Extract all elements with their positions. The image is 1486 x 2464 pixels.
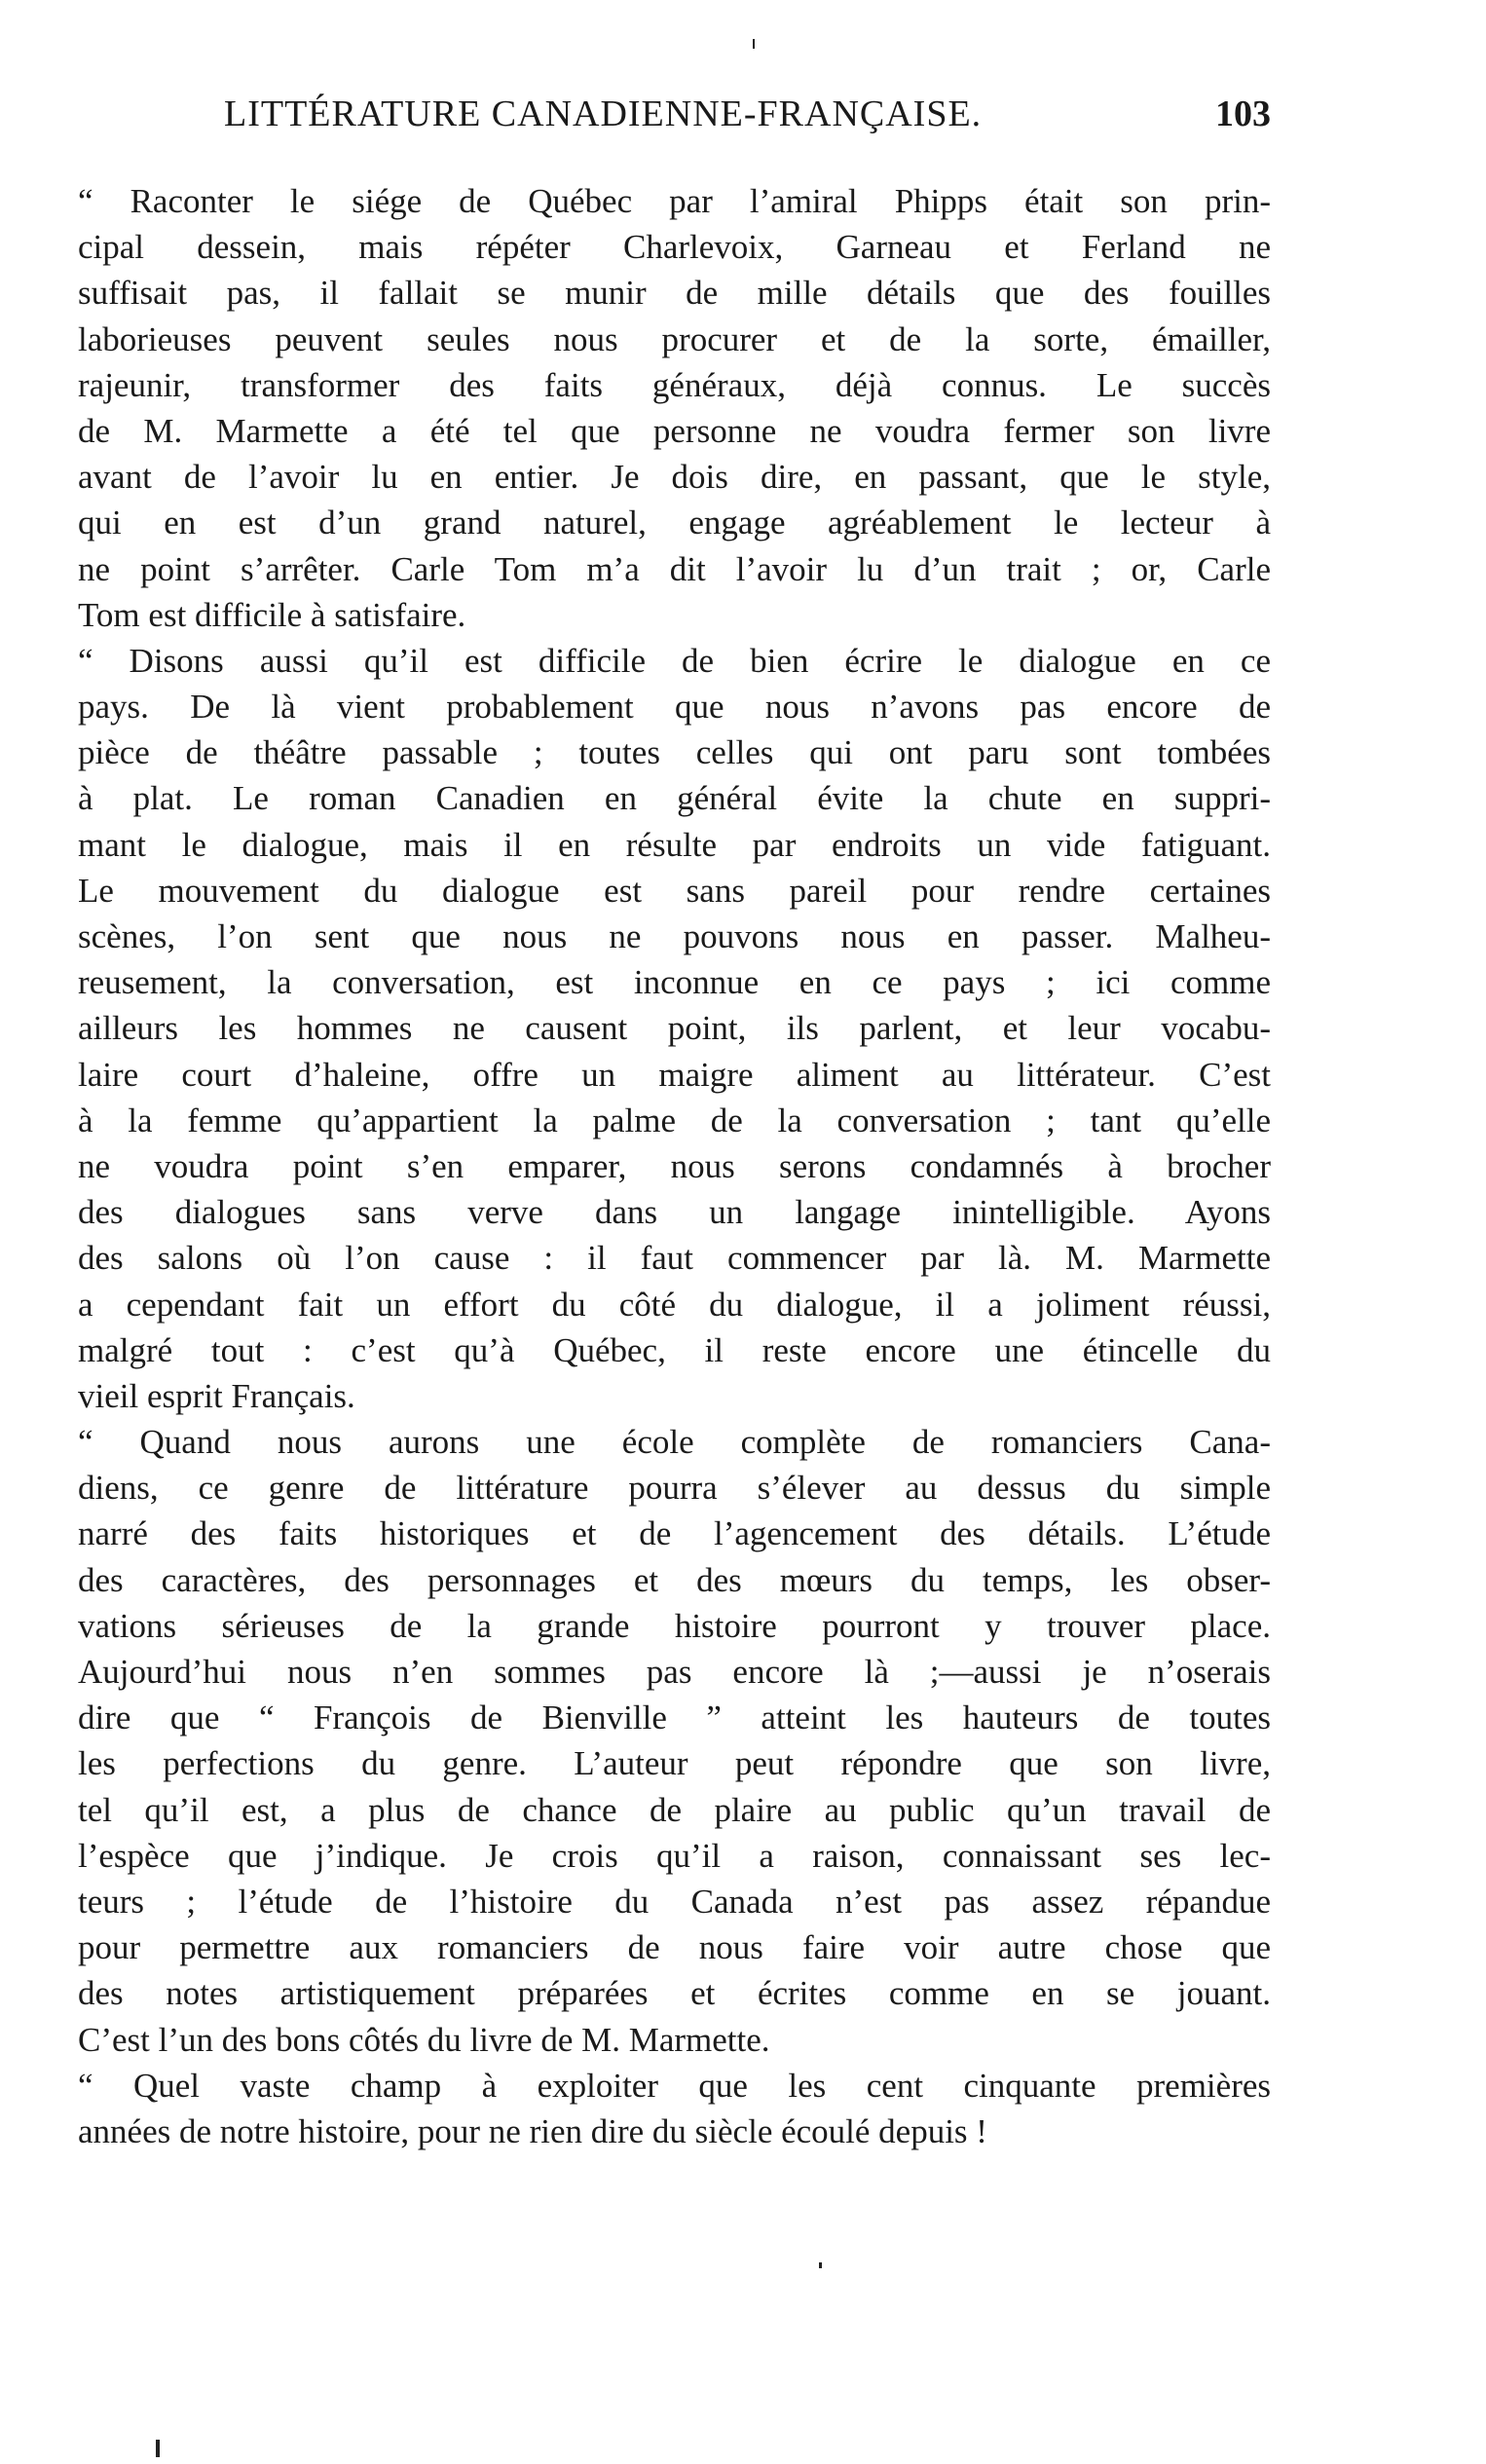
text-line: malgré tout : c’est qu’à Québec, il reste encore une étincelle du <box>78 1330 1271 1369</box>
text-line: des dialogues sans verve dans un langage inintelligible. Ayons <box>78 1193 1271 1232</box>
text-line: C’est l’un des bons côtés du livre de M. Marmette. <box>78 2020 770 2059</box>
text-line: l’espèce que j’indique. Je crois qu’il a raison, connaissant ses lec- <box>78 1836 1271 1875</box>
text-line: années de notre histoire, pour ne rien dire du siècle écoulé depuis ! <box>78 2111 987 2150</box>
text-line: pour permettre aux romanciers de nous faire voir autre chose que <box>78 1928 1271 1967</box>
text-line: avant de l’avoir lu en entier. Je dois dire, en passant, que le style, <box>78 458 1271 497</box>
text-line: laire court d’haleine, offre un maigre aliment au littérateur. C’est <box>78 1055 1271 1094</box>
text-line: mant le dialogue, mais il en résulte par endroits un vide fatiguant. <box>78 825 1271 864</box>
text-line: teurs ; l’étude de l’histoire du Canada n’est pas assez répandue <box>78 1882 1271 1921</box>
paragraph <box>78 1419 1271 2063</box>
text-line: Tom est difficile à satisfaire. <box>78 595 466 634</box>
text-line: ailleurs les hommes ne causent point, ils parlent, et leur vocabu- <box>78 1009 1271 1048</box>
text-line: des salons où l’on cause : il faut commencer par là. M. Marmette <box>78 1239 1271 1278</box>
text-line: “ Disons aussi qu’il est difficile de bien écrire le dialogue en ce <box>78 641 1271 680</box>
text-line: Le mouvement du dialogue est sans pareil pour rendre certaines <box>78 871 1271 910</box>
text-line: Aujourd’hui nous n’en sommes pas encore là ;—aussi je n’oserais <box>78 1653 1271 1691</box>
text-line: de M. Marmette a été tel que personne ne voudra fermer son livre <box>78 411 1271 450</box>
paragraph <box>78 2063 1271 2154</box>
text-line: a cependant fait un effort du côté du dialogue, il a joliment réussi, <box>78 1285 1271 1324</box>
text-line: tel qu’il est, a plus de chance de plaire au public qu’un travail de <box>78 1790 1271 1829</box>
text-line: vieil esprit Français. <box>78 1376 355 1415</box>
body-text <box>78 178 1271 2154</box>
text-line: rajeunir, transformer des faits généraux, déjà connus. Le succès <box>78 365 1271 404</box>
text-line: pays. De là vient probablement que nous n’avons pas encore de <box>78 688 1271 727</box>
text-line: ne point s’arrêter. Carle Tom m’a dit l’avoir lu d’un trait ; or, Carle <box>78 549 1271 588</box>
text-line: “ Quand nous aurons une école complète de romanciers Cana- <box>78 1423 1271 1462</box>
text-line: des caractères, des personnages et des mœurs du temps, les obser- <box>78 1560 1271 1599</box>
text-line: ne voudra point s’en emparer, nous serons condamnés à brocher <box>78 1146 1271 1185</box>
text-line: les perfections du genre. L’auteur peut répondre que son livre, <box>78 1744 1271 1783</box>
text-line: diens, ce genre de littérature pourra s’élever au dessus du simple <box>78 1469 1271 1508</box>
running-title: LITTÉRATURE CANADIENNE-FRANÇAISE. <box>224 93 983 134</box>
text-line: dire que “ François de Bienville ” atteint les hauteurs de toutes <box>78 1699 1271 1737</box>
text-line: “ Quel vaste champ à exploiter que les cent cinquante premières <box>78 2066 1271 2105</box>
text-line: reusement, la conversation, est inconnue en ce pays ; ici comme <box>78 963 1271 1002</box>
text-line: pièce de théâtre passable ; toutes celles qui ont paru sont tombées <box>78 733 1271 772</box>
text-line: laborieuses peuvent seules nous procurer et de la sorte, émailler, <box>78 319 1271 358</box>
text-line: suffisait pas, il fallait se munir de mille détails que des fouilles <box>78 274 1271 313</box>
paragraph <box>78 178 1271 638</box>
page-number: 103 <box>1215 93 1271 134</box>
text-line: des notes artistiquement préparées et écrites comme en se jouant. <box>78 1974 1271 2013</box>
text-line: narré des faits historiques et de l’agencement des détails. L’étude <box>78 1514 1271 1553</box>
page-header <box>224 93 1271 151</box>
text-line: “ Raconter le siége de Québec par l’amiral Phipps était son prin- <box>78 182 1271 220</box>
paragraph <box>78 638 1271 1419</box>
text-line: scènes, l’on sent que nous ne pouvons nous en passer. Malheu- <box>78 917 1271 955</box>
text-line: vations sérieuses de la grande histoire pourront y trouver place. <box>78 1606 1271 1645</box>
text-line: à la femme qu’appartient la palme de la conversation ; tant qu’elle <box>78 1101 1271 1139</box>
margin-speck <box>156 2440 160 2457</box>
bottom-speck <box>819 2262 822 2268</box>
text-line: à plat. Le roman Canadien en général évite la chute en suppri- <box>78 779 1271 818</box>
top-speck <box>753 39 755 49</box>
text-line: qui en est d’un grand naturel, engage agréablement le lecteur à <box>78 504 1271 542</box>
text-line: cipal dessein, mais répéter Charlevoix, Garneau et Ferland ne <box>78 228 1271 267</box>
